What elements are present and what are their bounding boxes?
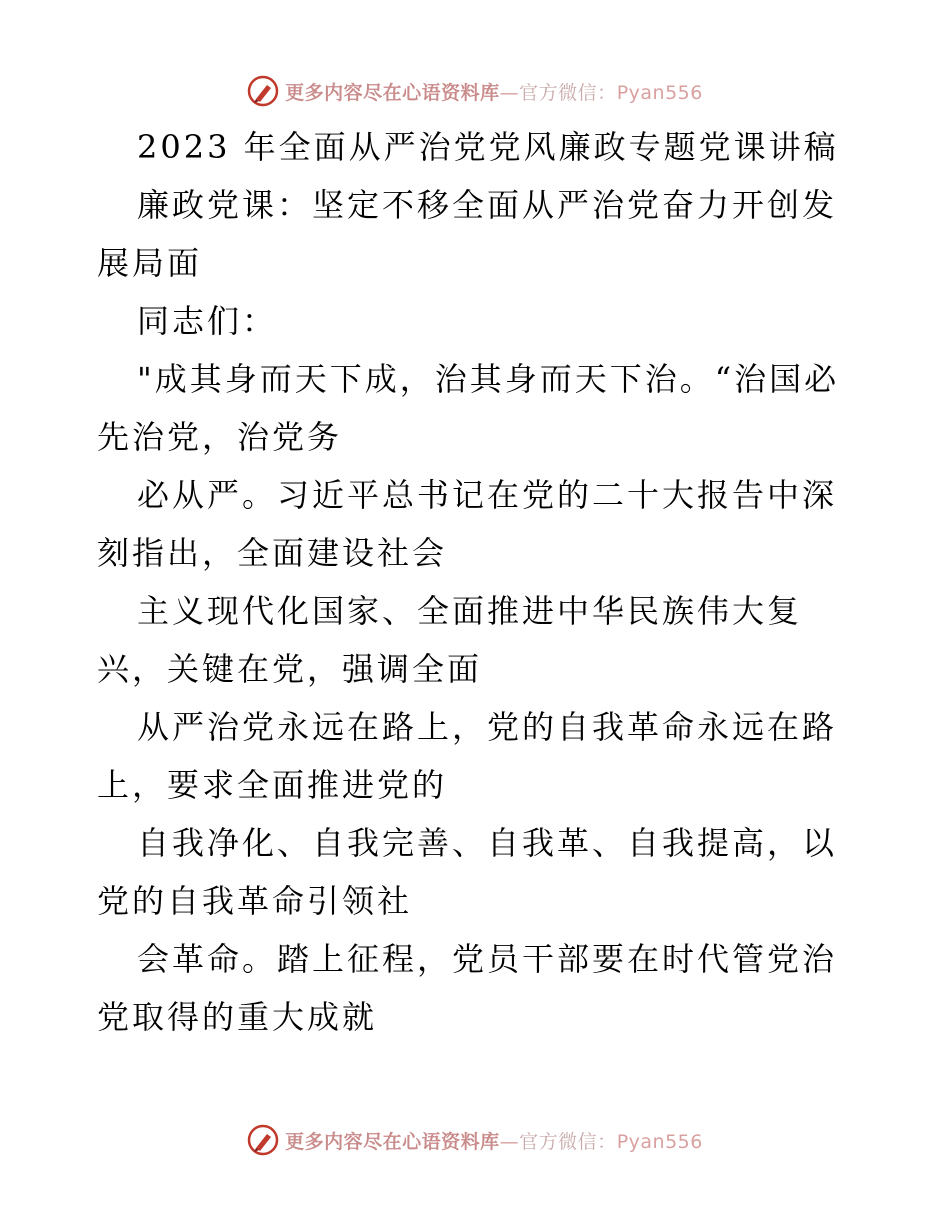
document-body	[97, 118, 857, 1046]
watermark-separator: —	[499, 1130, 520, 1153]
watermark-wechat-label: 官方微信：	[519, 81, 617, 104]
body-paragraph: 会革命。踏上征程，党员干部要在时代管党治党取得的重大成就	[97, 940, 838, 1036]
watermark-text	[285, 78, 703, 105]
watermark-header	[0, 71, 950, 111]
watermark-footer	[0, 1120, 950, 1160]
watermark-brand: 更多内容尽在心语资料库	[285, 81, 500, 104]
watermark-wechat-id: Pyan556	[616, 1130, 703, 1153]
body-paragraph: 主义现代化国家、全面推进中华民族伟大复兴，关键在党，强调全面	[97, 592, 803, 688]
watermark-brand: 更多内容尽在心语资料库	[285, 1130, 500, 1153]
document-subtitle: 廉政党课：坚定不移全面从严治党奋力开创发展局面	[97, 186, 838, 282]
body-paragraph: 自我净化、自我完善、自我革、自我提高，以党的自我革命引领社	[97, 824, 838, 920]
document-title: 2023 年全面从严治党党风廉政专题党课讲稿	[137, 128, 839, 166]
salutation: 同志们：	[137, 302, 278, 340]
watermark-wechat-label: 官方微信：	[519, 1130, 617, 1153]
body-paragraph: 从严治党永远在路上，党的自我革命永远在路上，要求全面推进党的	[97, 708, 838, 804]
pen-logo-icon	[247, 1124, 279, 1156]
body-paragraph: 必从严。习近平总书记在党的二十大报告中深刻指出，全面建设社会	[97, 476, 838, 572]
watermark-separator: —	[499, 81, 520, 104]
watermark-text	[285, 1127, 703, 1154]
body-paragraph: "成其身而天下成，治其身而天下治。“治国必先治党，治党务	[97, 360, 840, 456]
pen-logo-icon	[247, 75, 279, 107]
watermark-wechat-id: Pyan556	[616, 81, 703, 104]
